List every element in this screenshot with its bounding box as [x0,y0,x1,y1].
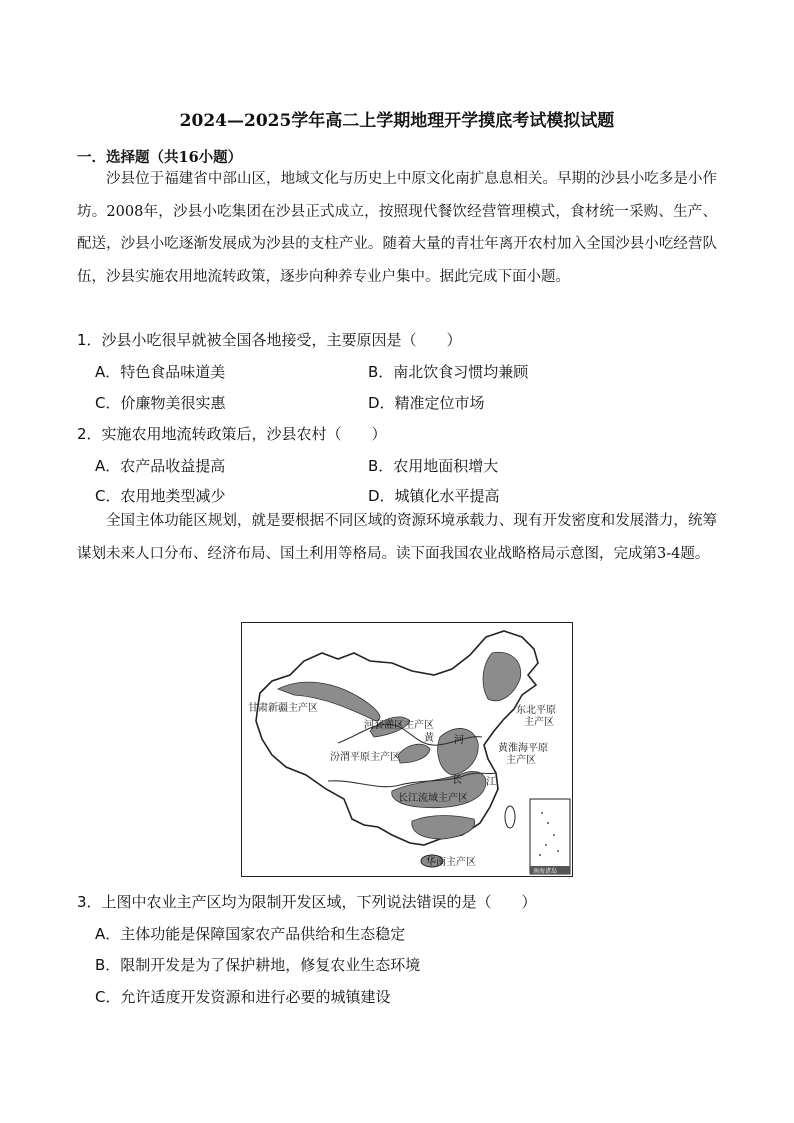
label-huanghuaihai-2: 主产区 [506,755,536,766]
question-3-option-a[interactable]: A．主体功能是保障国家农产品供给和生态稳定 [95,925,406,943]
question-2-stem: 2．实施农用地流转政策后，沙县农村（ ） [77,425,387,443]
question-3-stem: 3．上图中农业主产区均为限制开发区域，下列说法错误的是（ ） [77,893,537,911]
label-huanghuaihai-1: 黄淮海平原 [498,743,548,754]
region-huanan [412,816,475,840]
south-sea-inset [530,799,570,874]
label-he: 河 [454,735,464,746]
passage-1 [77,163,717,293]
question-1-stem: 1．沙县小吃很早就被全国各地接受，主要原因是（ ） [77,331,462,349]
question-3-option-c[interactable]: C．允许适度开发资源和进行必要的城镇建设 [95,988,391,1006]
label-nanhai: 南海诸岛 [533,868,558,875]
label-changjiang: 长江流域主产区 [398,793,468,804]
question-1-option-d[interactable]: D．精准定位市场 [368,394,485,412]
label-fenwei: 汾渭平原主产区 [330,752,400,763]
question-2-option-a[interactable]: A．农产品收益提高 [95,457,226,475]
passage-2 [77,505,717,570]
label-huanan: 华南主产区 [426,857,476,868]
taiwan-island [505,806,515,828]
page-title: 2024—2025学年高二上学期地理开学摸底考试模拟试题 [179,111,615,131]
question-1-option-b[interactable]: B．南北饮食习惯均兼顾 [368,363,529,381]
china-map-svg [242,623,572,876]
label-chang: 长 [452,775,462,786]
label-hetao: 河套灌区主产区 [364,720,434,731]
agriculture-map [241,622,573,877]
question-2-option-b[interactable]: B．农用地面积增大 [368,457,499,475]
label-jiang: 江 [486,777,496,788]
question-3-option-b[interactable]: B．限制开发是为了保护耕地，修复农业生态环境 [95,956,421,974]
passage-1-text: 沙县位于福建省中部山区，地域文化与历史上中原文化南扩息息相关。早期的沙县小吃多是小作坊。2008年，沙县小吃集团在沙县正式成立，按照现代餐饮经营管理模式，食材统一采购、生产、配送，沙县小吃逐渐发展成为沙县的支柱产业。随着大量的青壮年离开农村加入全国沙县小吃经营队伍，沙县实施农用地流转政策，逐步向种养专业户集中。据此完成下面小题。 [77,171,717,285]
label-gansu-xinjiang: 甘肃新疆主产区 [248,703,318,714]
passage-2-text: 全国主体功能区规划，就是要根据不同区域的资源环境承载力、现有开发密度和发展潜力，统筹谋划未来人口分布、经济布局、国土利用等格局。读下面我国农业战略格局示意图，完成第3-4题。 [77,513,717,562]
question-1-option-c[interactable]: C．价廉物美很实惠 [95,394,226,412]
section-heading: 一．选择题（共16小题） [77,149,243,166]
question-2-option-c[interactable]: C．农用地类型减少 [95,487,226,505]
label-dongbei-2: 主产区 [524,717,554,728]
label-dongbei-1: 东北平原 [516,705,556,716]
label-huang: 黄 [424,733,434,744]
question-1-option-a[interactable]: A．特色食品味道美 [95,363,226,381]
question-2-option-d[interactable]: D．城镇化水平提高 [368,487,500,505]
